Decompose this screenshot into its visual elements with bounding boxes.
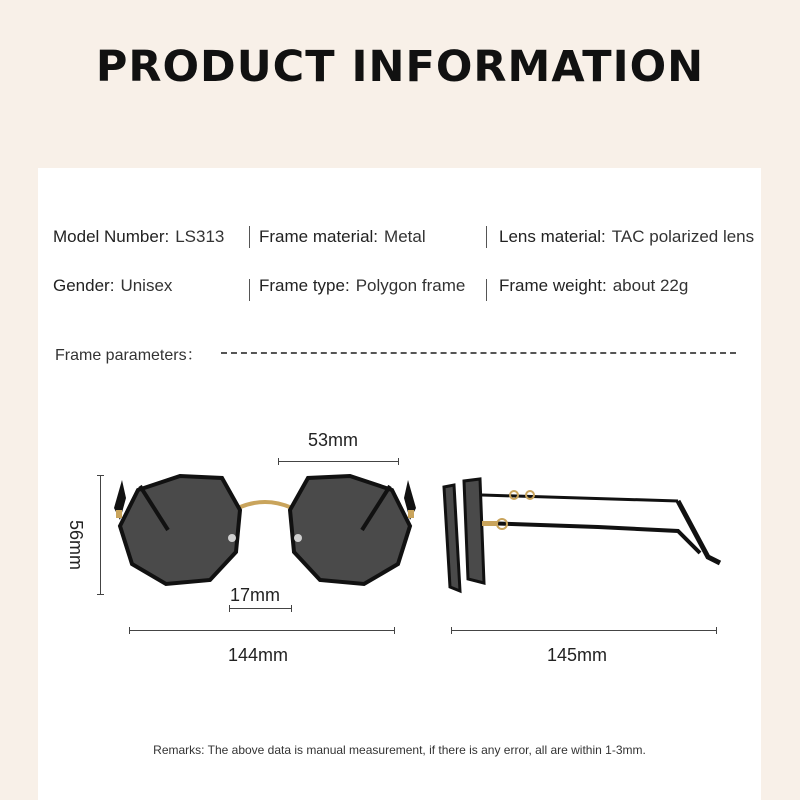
spec-label: Gender: — [53, 276, 115, 295]
spec-value: about 22g — [612, 276, 689, 295]
spec-label: Lens material: — [499, 227, 606, 246]
spec-frame-weight — [499, 276, 688, 296]
temple-length-label: 145mm — [547, 645, 608, 665]
side-lens-front — [464, 479, 484, 583]
spec-frame-material — [259, 227, 426, 247]
spec-frame-type — [259, 276, 465, 296]
spec-label: Frame type: — [259, 276, 350, 295]
divider — [249, 226, 250, 248]
spec-lens-material — [499, 227, 754, 247]
spec-value: Unisex — [120, 276, 173, 295]
left-nose-pad — [228, 534, 236, 542]
bridge — [238, 502, 292, 508]
spec-value: LS313 — [175, 227, 225, 246]
spec-gender — [53, 276, 172, 296]
dashed-divider — [221, 352, 736, 354]
divider — [249, 279, 250, 301]
spec-value: Metal — [384, 227, 426, 246]
lens-width-line — [278, 461, 399, 462]
spec-label: Frame weight: — [499, 276, 607, 295]
divider — [486, 279, 487, 301]
frame-parameters-label: Frame parameters： — [55, 347, 203, 364]
spec-model-number — [53, 227, 224, 247]
bridge-label: 17mm — [230, 585, 281, 605]
frame-width-line — [129, 630, 395, 631]
glasses-side-view — [438, 473, 738, 598]
divider — [486, 226, 487, 248]
right-lens — [290, 476, 410, 584]
frame-width-label: 144mm — [228, 645, 289, 665]
left-lens — [120, 476, 240, 584]
side-hinge — [482, 521, 498, 526]
right-nose-pad — [294, 534, 302, 542]
page-title: PRODUCT INFORMATION — [95, 42, 705, 92]
right-hinge-accent — [408, 510, 414, 518]
temple-arm — [482, 523, 700, 553]
spec-label: Frame material: — [259, 227, 379, 246]
info-card — [38, 168, 761, 800]
remarks-text: Remarks: The above data is manual measurement, if there is any error, all are within 1-3mm. — [153, 743, 646, 757]
spec-value: Polygon frame — [355, 276, 466, 295]
spec-label: Model Number: — [53, 227, 170, 246]
lens-height-label: 56mm — [66, 520, 86, 571]
bridge-line — [229, 608, 292, 609]
left-hinge-accent — [116, 510, 122, 518]
lens-height-line — [100, 475, 101, 595]
lens-width-label: 53mm — [308, 430, 359, 450]
temple-length-line — [451, 630, 717, 631]
side-lens-back — [444, 485, 460, 591]
spec-value: TAC polarized lens — [611, 227, 755, 246]
glasses-front-view — [110, 468, 420, 593]
